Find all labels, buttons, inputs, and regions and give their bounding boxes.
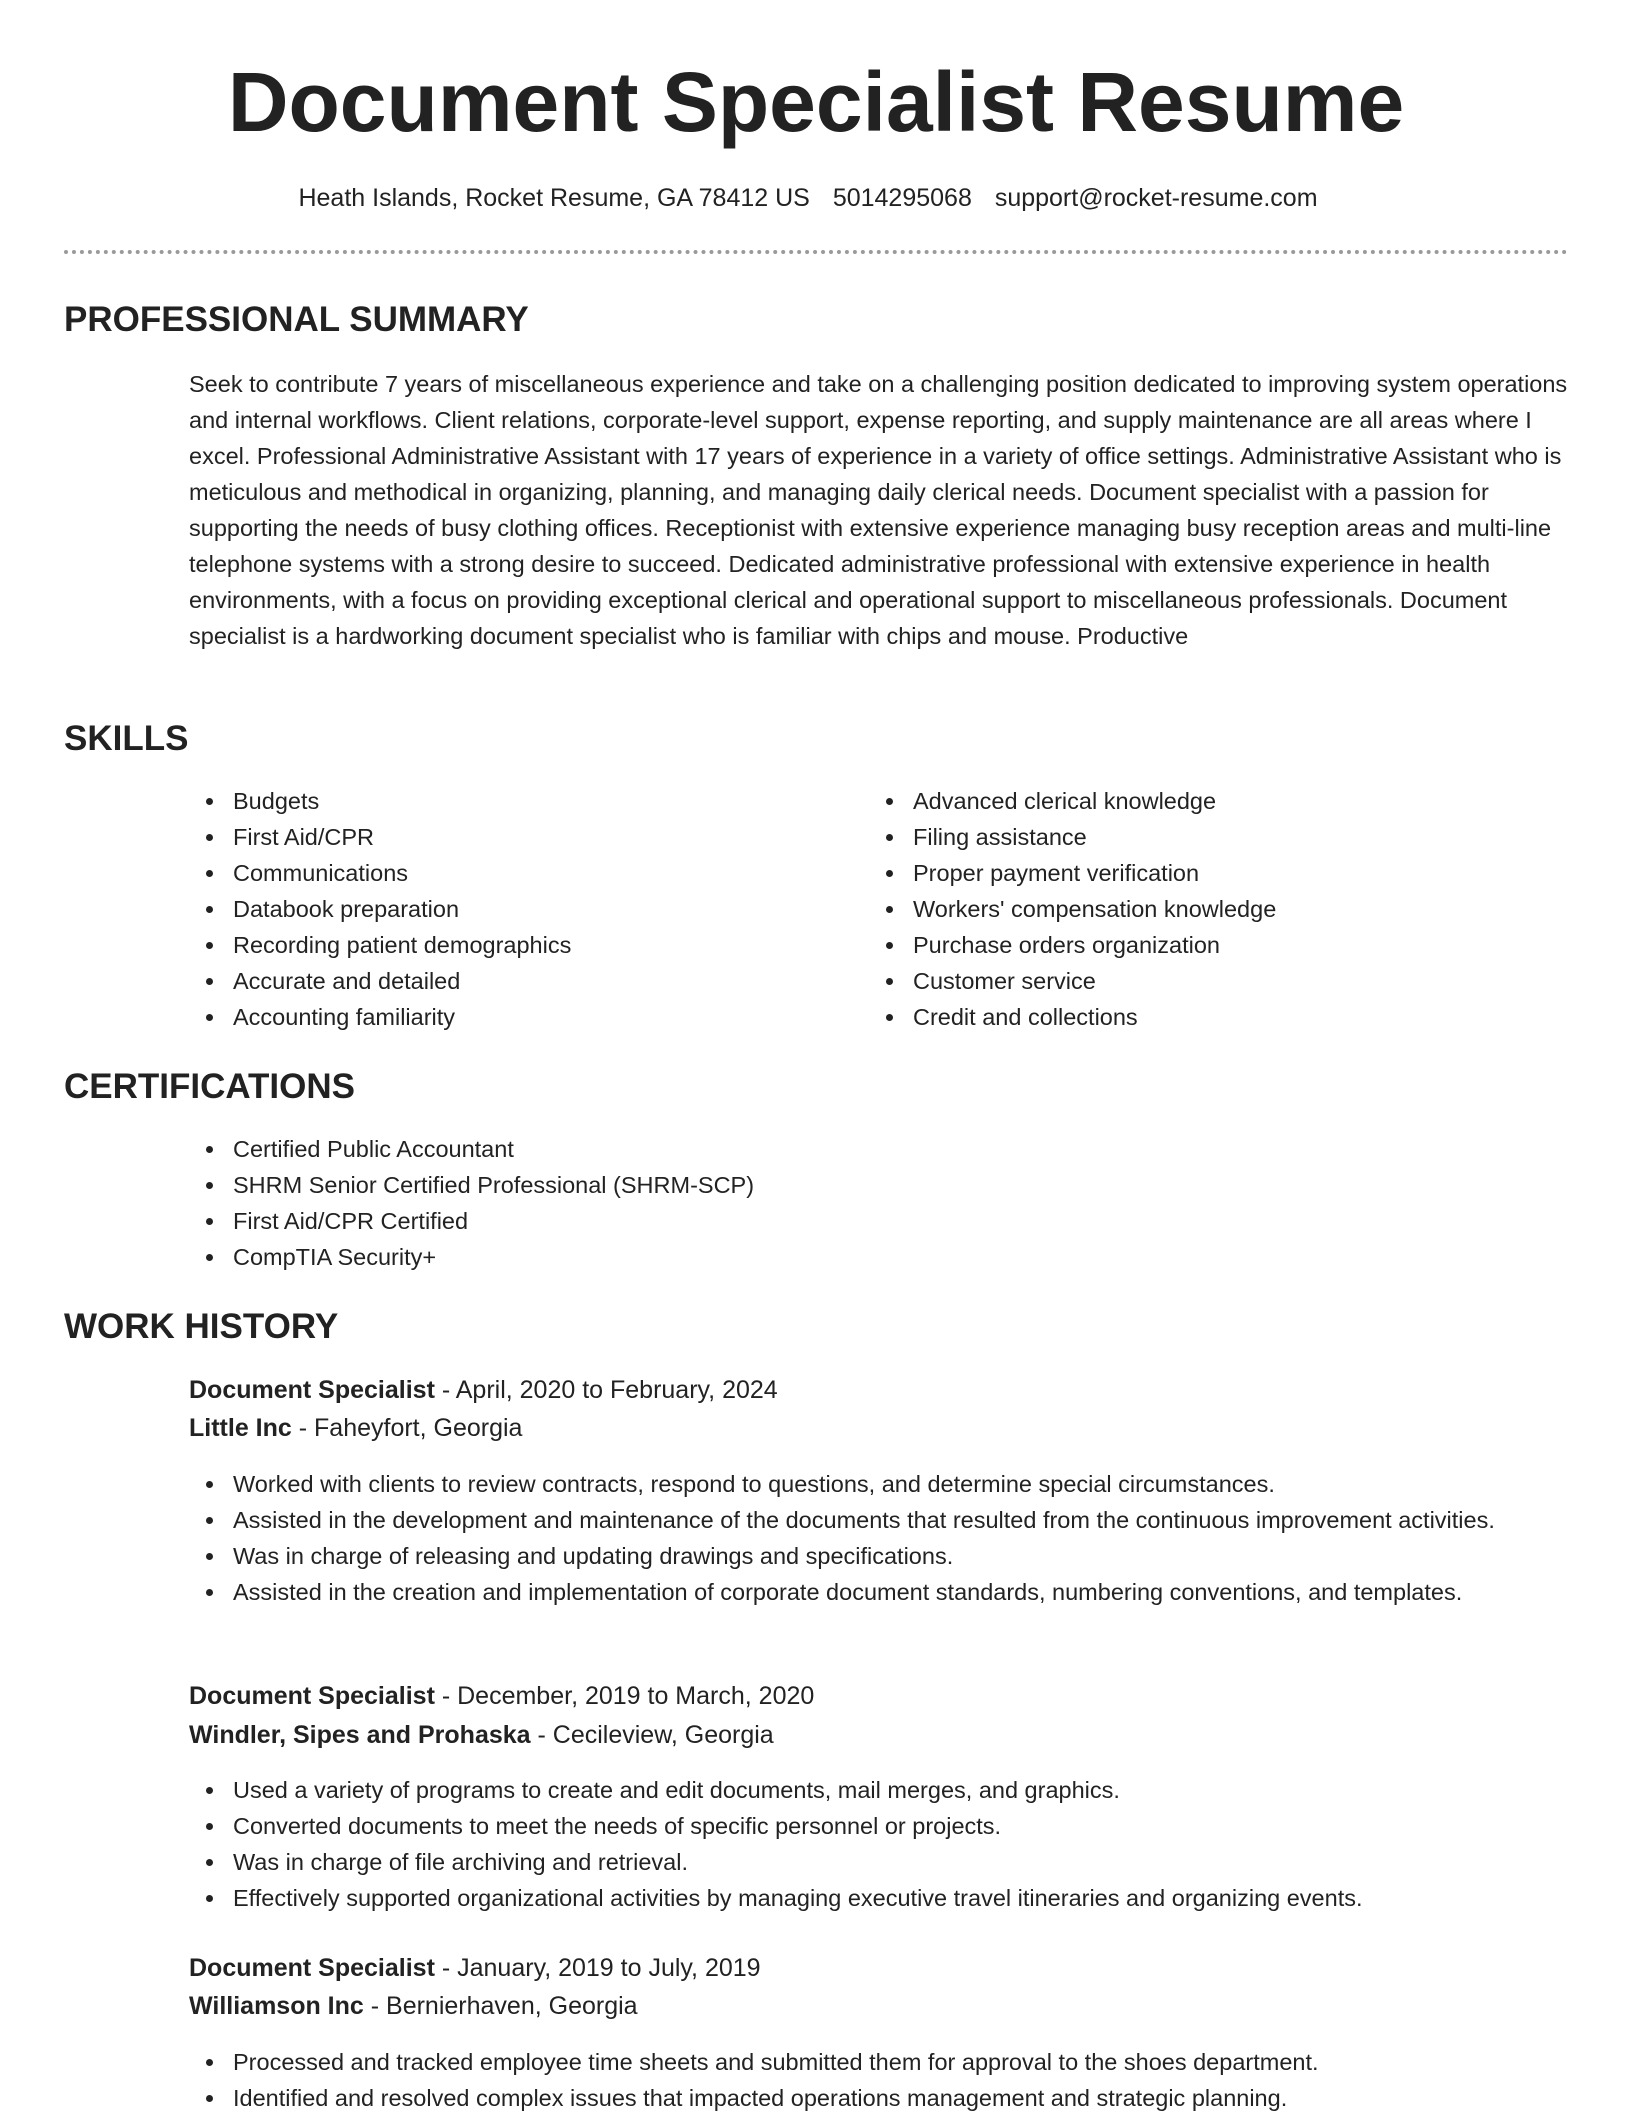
list-item: Worked with clients to review contracts, respond to questions, and determine special circumstances. [189,1466,1574,1502]
list-item: Was in charge of releasing and updating drawings and specifications. [189,1538,1574,1574]
list-item: Credit and collections [869,999,1569,1035]
skills-heading: SKILLS [64,719,189,758]
job-company: Williamson Inc [189,1992,364,2020]
list-item: Identified and resolved complex issues that impacted operations management and strategic planning. [189,2080,1574,2116]
job-dates: - April, 2020 to February, 2024 [434,1376,778,1404]
contact-line [0,180,1616,216]
list-item: Assisted in the development and maintenance of the documents that resulted from the continuous improvement activities. [189,1502,1574,1538]
list-item: Converted documents to meet the needs of specific personnel or projects. [189,1808,1574,1844]
header-divider [64,250,1568,254]
list-item: Used a variety of programs to create and edit documents, mail merges, and graphics. [189,1772,1574,1808]
list-item: First Aid/CPR [189,819,849,855]
list-item: Communications [189,855,849,891]
list-item: Filing assistance [869,819,1569,855]
job-location: - Bernierhaven, Georgia [363,1992,638,2020]
skills-list-right [869,783,1569,1035]
job-title-line [189,1677,814,1715]
job-dates: - December, 2019 to March, 2020 [434,1682,815,1710]
summary-heading: PROFESSIONAL SUMMARY [64,300,529,339]
list-item: Proper payment verification [869,855,1569,891]
contact-phone: 5014295068 [832,184,972,212]
list-item: Advanced clerical knowledge [869,783,1569,819]
job-title-line [189,1949,761,1987]
list-item: Effectively supported organizational activities by managing executive travel itineraries and organizing events. [189,1880,1574,1916]
certifications-list [189,1131,1569,1275]
job-location: - Cecileview, Georgia [530,1721,774,1749]
job-location: - Faheyfort, Georgia [291,1414,523,1442]
job-company-line [189,1987,638,2025]
job-title: Document Specialist [189,1376,435,1404]
list-item: CompTIA Security+ [189,1239,1569,1275]
job-title: Document Specialist [189,1682,435,1710]
job-company: Windler, Sipes and Prohaska [189,1721,531,1749]
job-company: Little Inc [189,1414,292,1442]
resume-title: Document Specialist Resume [227,55,1405,149]
list-item: Accounting familiarity [189,999,849,1035]
job-title: Document Specialist [189,1954,435,1982]
list-item: Customer service [869,963,1569,999]
contact-email: support@rocket-resume.com [994,184,1318,212]
contact-address: Heath Islands, Rocket Resume, GA 78412 US [298,184,810,212]
list-item: SHRM Senior Certified Professional (SHRM-SCP) [189,1167,1569,1203]
list-item: Accurate and detailed [189,963,849,999]
skills-list-left [189,783,849,1035]
work-history-heading: WORK HISTORY [64,1307,339,1346]
summary-text: Seek to contribute 7 years of miscellaneous experience and take on a challenging position dedicated to improving system operations and internal workflows. Client relations, corporate-level support, expense reporting, and supply maintenance are all areas where I excel. Professional Administrative Assistant with 17 years of experience in a variety of office settings. Administrative Assistant who is meticulous and methodical in organizing, planning, and managing daily clerical needs. Document specialist with a passion for supporting the needs of busy clothing offices. Receptionist with extensive experience managing busy reception areas and multi-line telephone systems with a strong desire to succeed. Dedicated administrative professional with extensive experience in health environments, with a focus on providing exceptional clerical and operational support to miscellaneous professionals. Document specialist is a hardworking document specialist who is familiar with chips and mouse. Productive [189,371,1568,649]
list-item: Databook preparation [189,891,849,927]
list-item: First Aid/CPR Certified [189,1203,1569,1239]
list-item: Recording patient demographics [189,927,849,963]
list-item: Was in charge of file archiving and retrieval. [189,1844,1574,1880]
job-bullets [189,1772,1574,1916]
list-item: Certified Public Accountant [189,1131,1569,1167]
list-item: Budgets [189,783,849,819]
list-item: Purchase orders organization [869,927,1569,963]
certifications-heading: CERTIFICATIONS [64,1067,356,1106]
job-company-line [189,1716,774,1754]
job-dates: - January, 2019 to July, 2019 [434,1954,761,1982]
list-item: Workers' compensation knowledge [869,891,1569,927]
list-item: Assisted in the creation and implementation of corporate document standards, numbering conventions, and templates. [189,1574,1574,1610]
list-item: Processed and tracked employee time sheets and submitted them for approval to the shoes department. [189,2044,1574,2080]
job-title-line [189,1371,778,1409]
job-bullets [189,2044,1574,2116]
job-bullets [189,1466,1574,1610]
job-company-line [189,1409,522,1447]
